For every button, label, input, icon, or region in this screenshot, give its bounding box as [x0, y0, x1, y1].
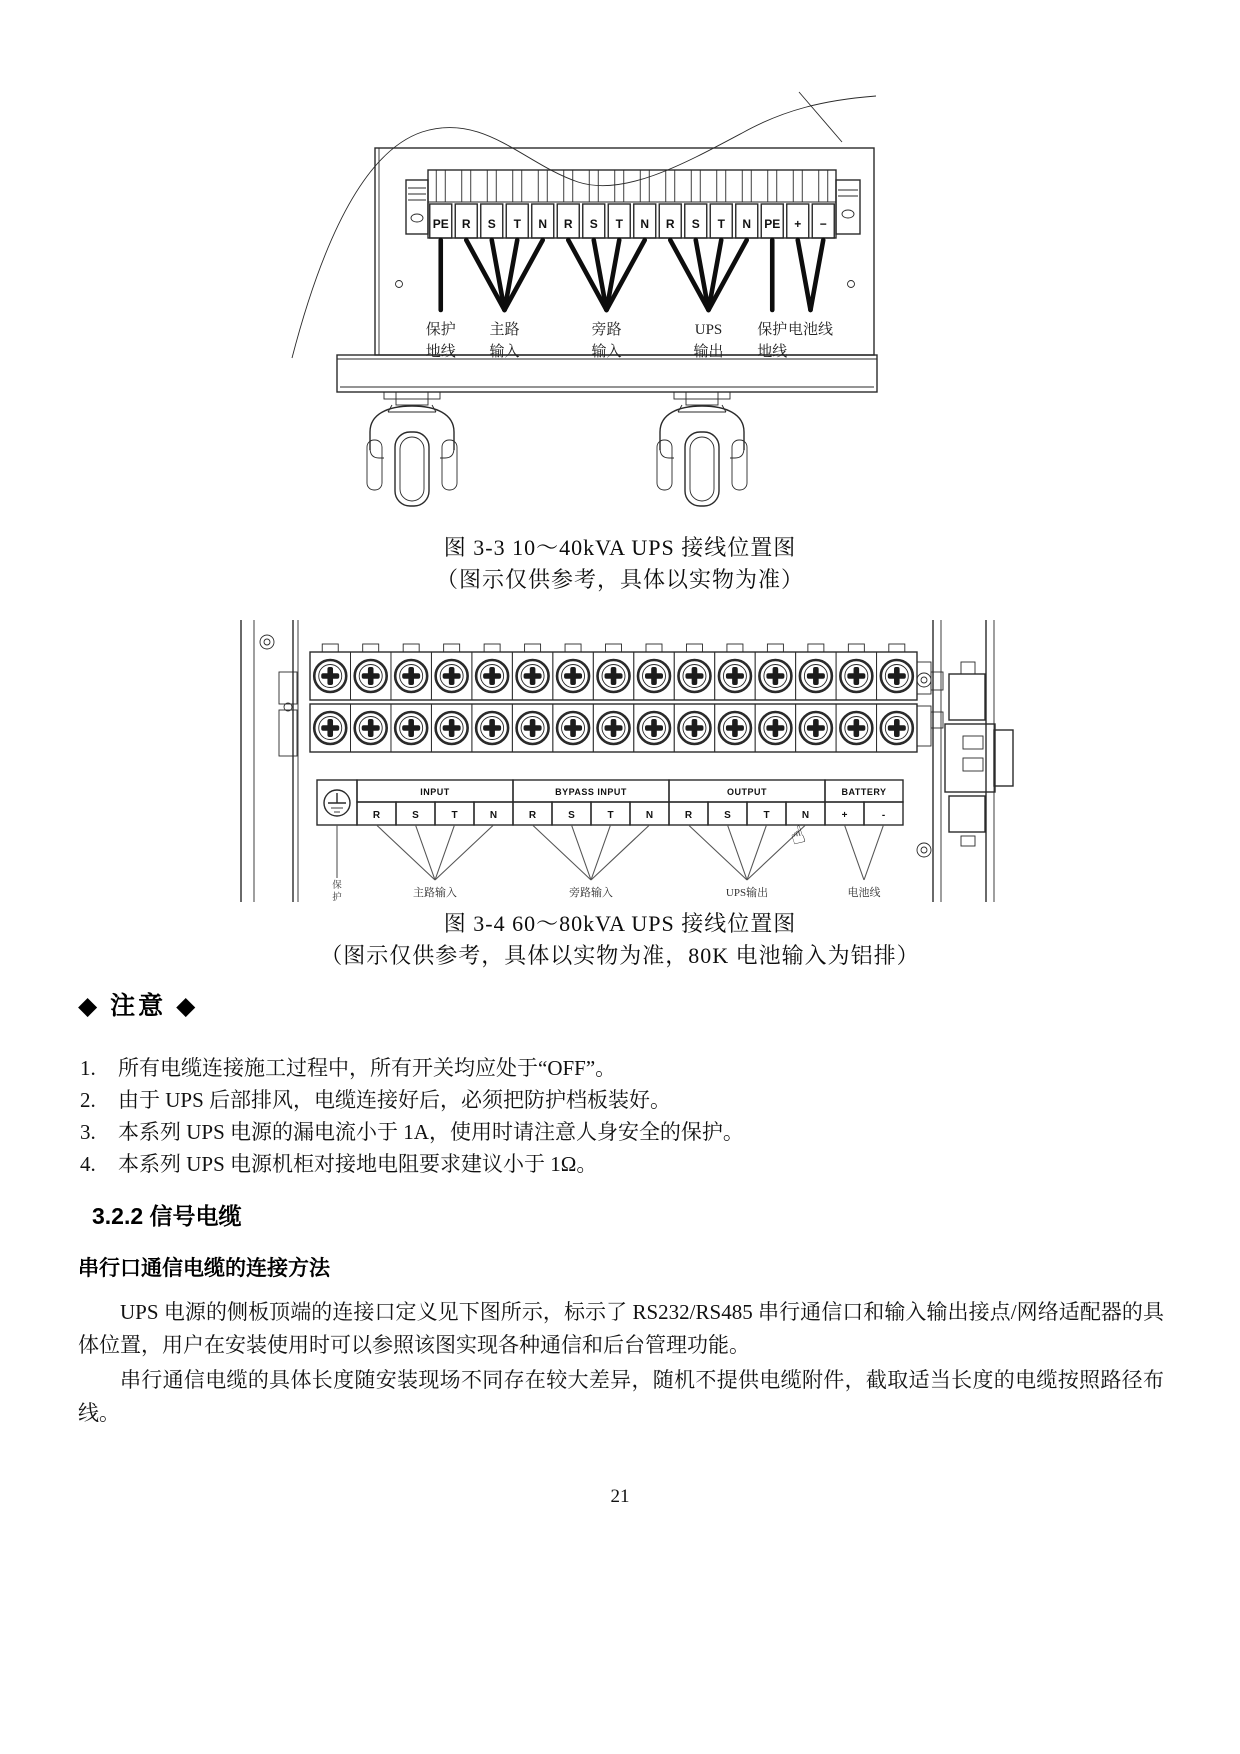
notice-item — [80, 1084, 1164, 1116]
notice-item-text: 所有电缆连接施工过程中，所有开关均应处于“OFF”。 — [118, 1056, 617, 1080]
wire-group-label: 主路 — [489, 322, 520, 338]
table-group-header: INPUT — [420, 787, 450, 797]
hand-cursor-icon: ☝ — [786, 820, 809, 852]
terminal-label: N — [538, 217, 548, 231]
terminal-label: − — [819, 217, 827, 231]
terminal-label: T — [615, 217, 623, 231]
wire-group-label: 电池线 — [787, 322, 834, 338]
terminal-label: R — [563, 217, 573, 231]
terminal-label: + — [794, 217, 802, 231]
terminal-label: N — [640, 217, 650, 231]
wire-group-label: 保护 — [757, 322, 788, 338]
terminal-label: N — [742, 217, 752, 231]
wire-group-label: 地线 — [757, 344, 788, 360]
caster-right — [657, 399, 747, 506]
table-cell: R — [684, 810, 693, 821]
caster-left — [367, 399, 457, 506]
body-paragraph: UPS 电源的侧板顶端的连接口定义见下图所示，标示了 RS232/RS485 串行通信口和输入输出接点/网络适配器的具体位置，用户在安装使用时可以参照该图实现各种通信和后台管理功能。 — [78, 1300, 1164, 1357]
screw-hole-left — [396, 281, 403, 288]
ground-symbol — [317, 780, 357, 878]
wire-group-label: UPS — [694, 322, 723, 338]
wire-group-label: 输入 — [489, 344, 520, 360]
wire-group-label: 输出 — [693, 344, 724, 360]
ground-label: 护 — [332, 893, 342, 903]
screw-hole-right — [848, 281, 855, 288]
table-cell: R — [528, 810, 537, 821]
terminal-label: PE — [432, 217, 449, 231]
figure-3-4-caption: 图 3-4 60～80kVA UPS 接线位置图 — [443, 911, 797, 936]
wire-group-label: 保护 — [425, 322, 456, 338]
figure2-group-label: 电池线 — [847, 887, 881, 899]
ground-label: 保 — [332, 881, 342, 891]
notice-item-number: 3. — [80, 1120, 96, 1144]
terminal-label: R — [461, 217, 471, 231]
notice-item-number: 1. — [80, 1056, 96, 1080]
wire-group-label: 旁路 — [591, 322, 622, 338]
section-heading: 3.2.2 信号电缆 — [92, 1203, 242, 1229]
terminal-screws — [310, 644, 917, 752]
notice-item-text: 由于 UPS 后部排风，电缆连接好后，必须把防护档板装好。 — [118, 1088, 672, 1112]
body-paragraph: 串行通信电缆的具体长度随安装现场不同存在较大差异，随机不提供电缆附件，截取适当长度的电缆按照路径布线。 — [78, 1368, 1164, 1425]
table-group-header: BYPASS INPUT — [555, 787, 627, 797]
figure2-group-label: 旁路输入 — [569, 887, 613, 899]
page-number: 21 — [610, 1486, 630, 1507]
table-group-header: BATTERY — [841, 787, 887, 797]
panel-outline — [292, 92, 876, 358]
notice-item-text: 本系列 UPS 电源机柜对接地电阻要求建议小于 1Ω。 — [118, 1152, 598, 1176]
chassis-base — [337, 355, 877, 399]
figure2-group-label: UPS输出 — [725, 887, 769, 899]
wire-bundles — [426, 240, 833, 360]
table-cell: N — [801, 810, 810, 821]
table-cell: S — [412, 810, 419, 821]
terminal-label-table — [357, 780, 903, 825]
table-cell: R — [372, 810, 381, 821]
notice-item-text: 本系列 UPS 电源的漏电流小于 1A，使用时请注意人身安全的保护。 — [118, 1120, 744, 1144]
section-subheading: 串行口通信电缆的连接方法 — [78, 1257, 330, 1280]
left-frame — [241, 620, 298, 902]
terminal-strip — [430, 170, 835, 238]
table-cell: S — [568, 810, 575, 821]
terminal-label: R — [665, 217, 675, 231]
table-cell: T — [763, 810, 770, 821]
figure-3-3-diagram — [262, 92, 882, 512]
terminal-label: T — [513, 217, 521, 231]
notice-item — [80, 1116, 1164, 1148]
table-cell: S — [724, 810, 731, 821]
table-cell: + — [841, 810, 848, 821]
notice-heading: ◆ 注意 ◆ — [78, 992, 199, 1020]
terminal-label: S — [487, 217, 496, 231]
figure2-group-label: 主路输入 — [413, 887, 457, 899]
terminal-label: S — [691, 217, 700, 231]
terminal-label: S — [589, 217, 598, 231]
table-cell: T — [451, 810, 458, 821]
figure-3-4-caption-note: （图示仅供参考，具体以实物为准，80K 电池输入为铝排） — [320, 943, 920, 968]
terminal-label: PE — [764, 217, 781, 231]
rail-latch-mechanism — [945, 662, 1013, 846]
table-group-header: OUTPUT — [727, 787, 767, 797]
notice-item — [80, 1052, 1164, 1084]
terminal-label: T — [717, 217, 725, 231]
figure-3-4-diagram — [205, 612, 1015, 908]
table-cell: N — [645, 810, 654, 821]
table-cell: T — [607, 810, 614, 821]
notice-item-number: 4. — [80, 1152, 96, 1176]
figure-3-3-caption: 图 3-3 10～40kVA UPS 接线位置图 — [443, 535, 797, 560]
wire-group-label: 地线 — [425, 344, 456, 360]
notice-item — [80, 1148, 1164, 1180]
table-cell: - — [881, 810, 886, 821]
figure-3-3-caption-note: （图示仅供参考，具体以实物为准） — [435, 567, 804, 592]
notice-item-number: 2. — [80, 1088, 96, 1112]
wire-group-label: 输入 — [591, 344, 622, 360]
notice-list — [80, 1052, 1164, 1180]
table-cell: N — [489, 810, 498, 821]
